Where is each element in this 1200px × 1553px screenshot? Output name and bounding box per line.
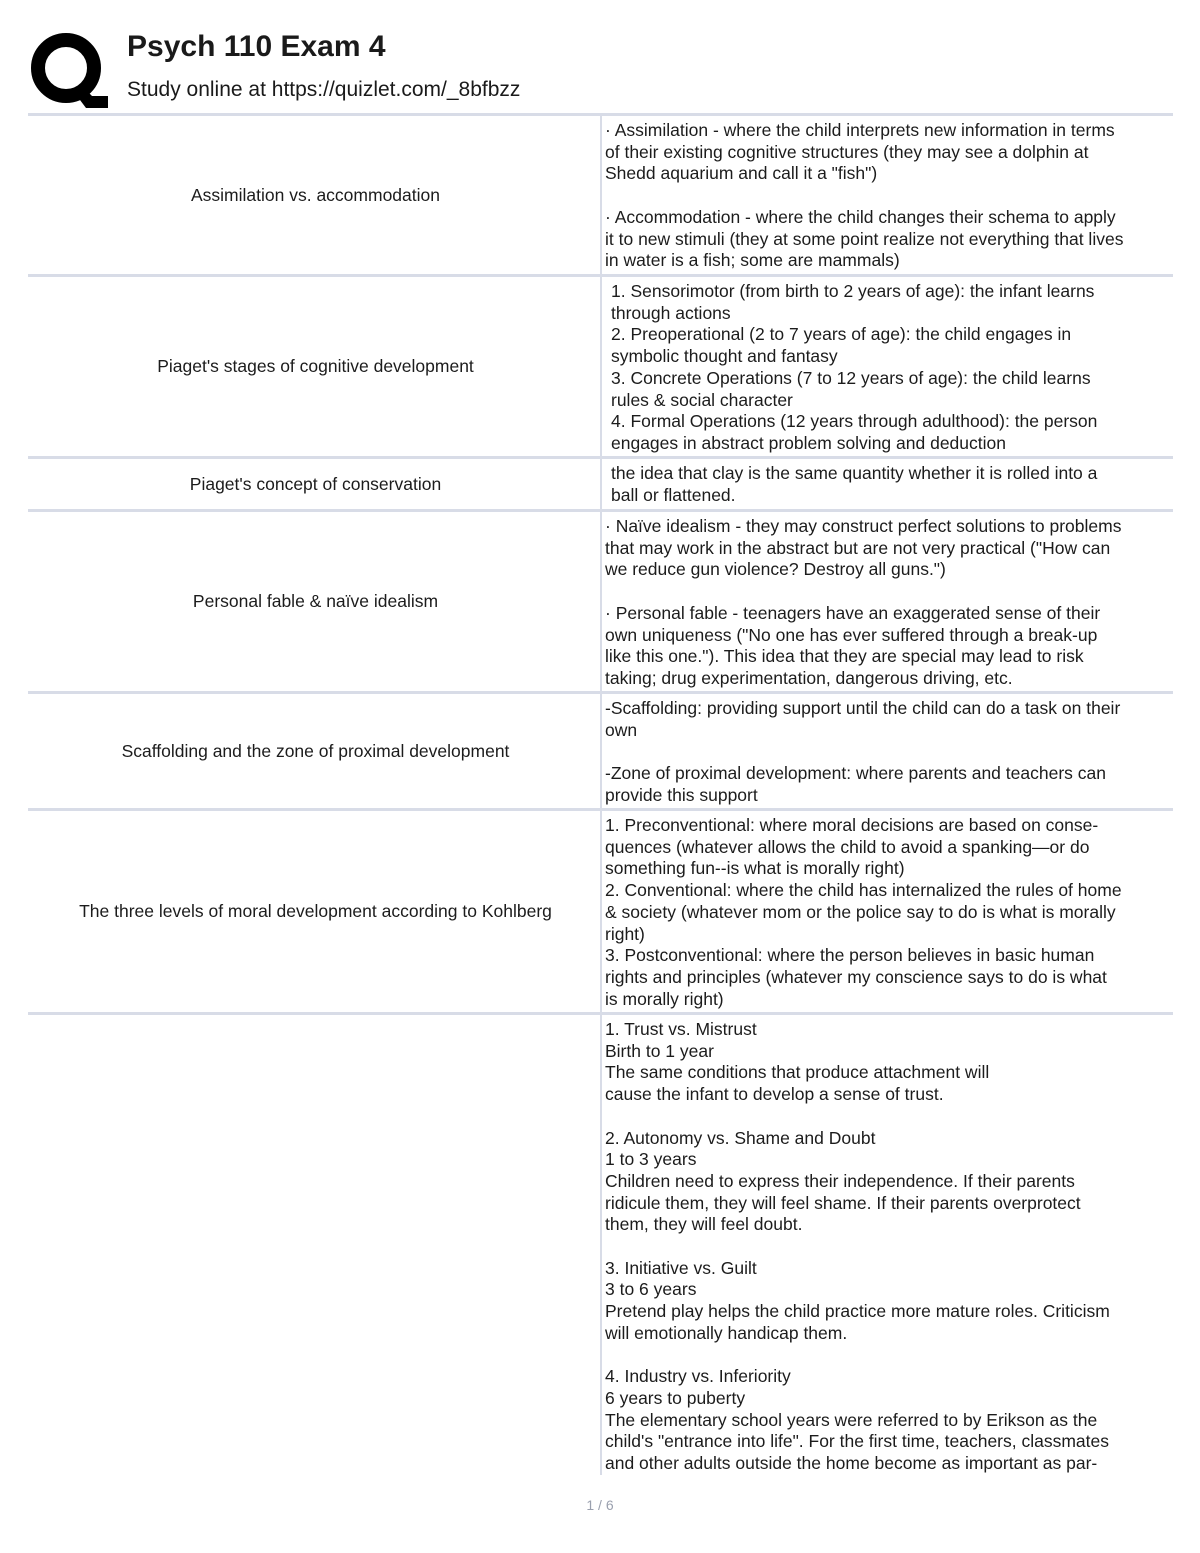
flashcard-row: [28, 1012, 1173, 1475]
document-title: Psych 110 Exam 4: [127, 30, 386, 63]
card-term: Piaget's stages of cognitive development: [157, 356, 474, 376]
card-definition: 1. Trust vs. Mistrust Birth to 1 year The same conditions that produce attachment will cause the infant to develop a sense of trust. 2. Autonomy vs. Shame and Doubt 1 to 3 years Children need to express their independence. If their parents ridicule them, they will feel shame. If their parents overprotect them, they will feel doubt. 3. Initiative vs. Guilt 3 to 6 years Pretend play helps the child practice more mature roles. Criticism will emotionally handicap them. 4. Industry vs. Inferiority 6 years to puberty The elementary school years were referred to by Erikson as the child's "entrance into life". For the first time, teachers, classmates and other adults outside the home become as important as par-: [605, 1019, 1110, 1474]
card-definition: · Assimilation - where the child interprets new information in terms of their existing cognitive structures (they may see a dolphin at Shedd aquarium and call it a "fish") · Accommodation - where the child changes their schema to apply it to new stimuli (they at some point realize not everything that lives in water is a fish; some are mammals): [605, 120, 1124, 271]
flashcard-row: [28, 808, 1173, 1012]
card-definition: 1. Sensorimotor (from birth to 2 years of age): the infant learns through actions 2. Preoperational (2 to 7 years of age): the child engages in symbolic thought and fantasy 3. Concrete Operations (7 to 12 years of age): the child learns rules & social character 4. Formal Operations (12 years through adulthood): the person engages in abstract problem solving and deduction: [611, 281, 1098, 453]
flashcard-row: [28, 509, 1173, 691]
card-definition: -Scaffolding: providing support until the child can do a task on their own -Zone of proximal development: where parents and teachers can provide this support: [605, 698, 1121, 805]
flashcard-row: [28, 691, 1173, 808]
card-term: Piaget's concept of conservation: [189, 473, 442, 494]
quizlet-logo-icon: [30, 30, 108, 108]
page-number: 1 / 6: [586, 1497, 614, 1513]
card-term: Assimilation vs. accommodation: [191, 184, 440, 205]
flashcard-row: [28, 274, 1173, 456]
flashcard-list: [28, 113, 1173, 1475]
card-term: Personal fable & naïve idealism: [192, 591, 439, 611]
card-term: [28, 1015, 603, 1475]
card-definition: 1. Preconventional: where moral decisions are based on conse- quences (whatever allows the child to avoid a spanking—or do something fun--is what is morally right) 2. Conventional: where the child has internalized the rules of home & society (whatever mom or the police say to do is what is morally right) 3. Postconventional: where the person believes in basic human rights and principles (whatever my conscience says to do is what is morally right): [605, 815, 1122, 1009]
card-definition: · Naïve idealism - they may construct perfect solutions to problems that may work in the abstract but are not very practical ("How can we reduce gun violence? Destroy all guns.") · Personal fable - teenagers have an exaggerated sense of their own uniqueness ("No one has ever suffered through a break-up like this one."). This idea that they are special may lead to risk taking; drug experimentation, dangerous driving, etc.: [605, 516, 1122, 688]
card-term: The three levels of moral development according to Kohlberg: [79, 901, 552, 921]
flashcard-row: [28, 113, 1173, 274]
flashcard-row: [28, 456, 1173, 509]
study-online-link[interactable]: Study online at https://quizlet.com/_8bfbzz: [127, 78, 521, 101]
card-definition: the idea that clay is the same quantity whether it is rolled into a ball or flattened.: [611, 463, 1098, 505]
card-term: Scaffolding and the zone of proximal development: [121, 740, 510, 761]
